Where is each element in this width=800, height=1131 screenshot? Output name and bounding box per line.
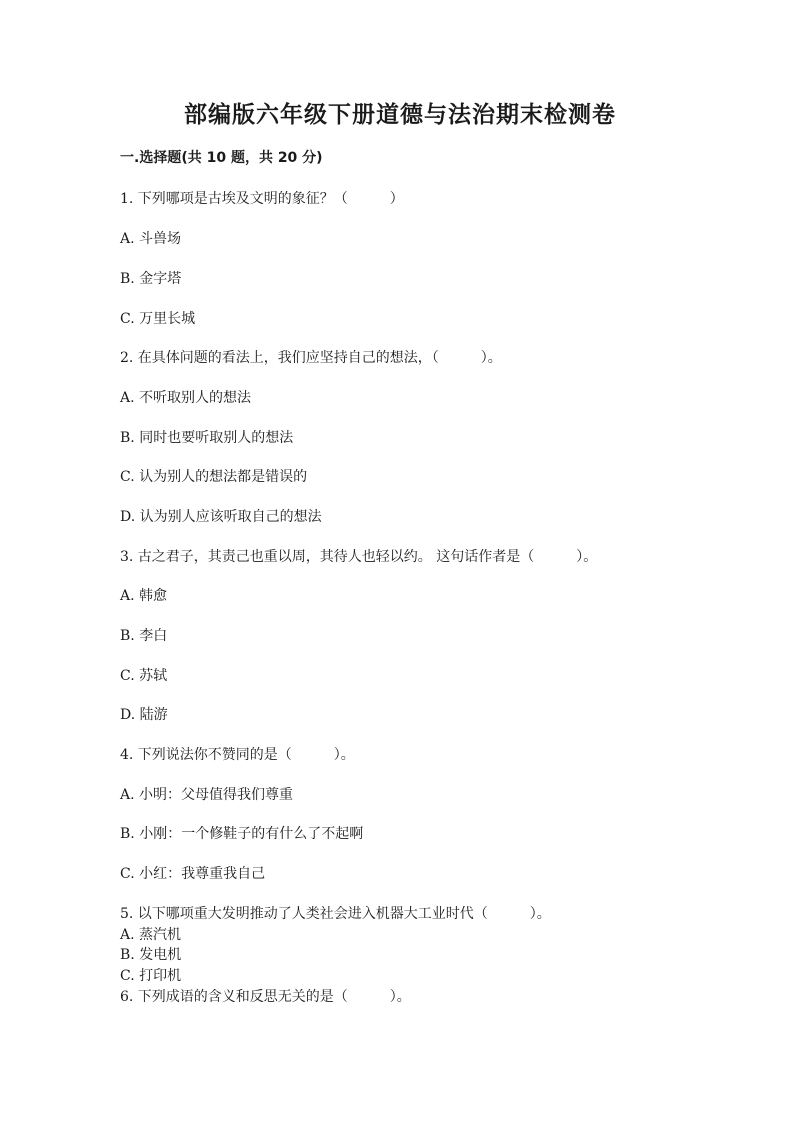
page-title: 部编版六年级下册道德与法治期末检测卷: [184, 102, 616, 128]
question-1-option-b: B. 金字塔: [120, 271, 182, 287]
question-3-option-b: B. 李白: [120, 628, 168, 644]
question-3-option-a: A. 韩愈: [120, 588, 168, 604]
question-4-stem: 4. 下列说法你不赞同的是（ ）。: [120, 747, 355, 763]
question-4-option-b: B. 小刚：一个修鞋子的有什么了不起啊: [120, 826, 364, 842]
question-2-option-c: C. 认为别人的想法都是错误的: [120, 469, 308, 485]
question-1-option-a: A. 斗兽场: [120, 231, 182, 247]
question-2-option-d: D. 认为别人应该听取自己的想法: [120, 509, 322, 525]
question-5-option-a: A. 蒸汽机: [120, 927, 182, 943]
question-3-option-c: C. 苏轼: [120, 668, 168, 684]
question-4-option-c: C. 小红：我尊重我自己: [120, 866, 266, 882]
question-6-stem: 6. 下列成语的含义和反思无关的是（ ）。: [120, 989, 411, 1005]
question-4-option-a: A. 小明：父母值得我们尊重: [120, 787, 294, 803]
question-2-option-a: A. 不听取别人的想法: [120, 390, 252, 406]
question-5-option-c: C. 打印机: [120, 968, 182, 984]
question-2-stem: 2. 在具体问题的看法上，我们应坚持自己的想法，（ ）。: [120, 350, 502, 366]
question-3-option-d: D. 陆游: [120, 707, 168, 723]
question-3-stem: 3. 古之君子，其责己也重以周，其待人也轻以约。 这句话作者是（ ）。: [120, 549, 598, 565]
question-5-stem: 5. 以下哪项重大发明推动了人类社会进入机器大工业时代（ ）。: [120, 906, 551, 922]
question-1-option-c: C. 万里长城: [120, 311, 196, 327]
question-2-option-b: B. 同时也要听取别人的想法: [120, 430, 294, 446]
question-5-option-b: B. 发电机: [120, 947, 182, 963]
section-heading: 一.选择题(共 10 题，共 20 分): [120, 150, 323, 166]
question-1-stem: 1. 下列哪项是古埃及文明的象征？（ ）: [120, 191, 404, 207]
